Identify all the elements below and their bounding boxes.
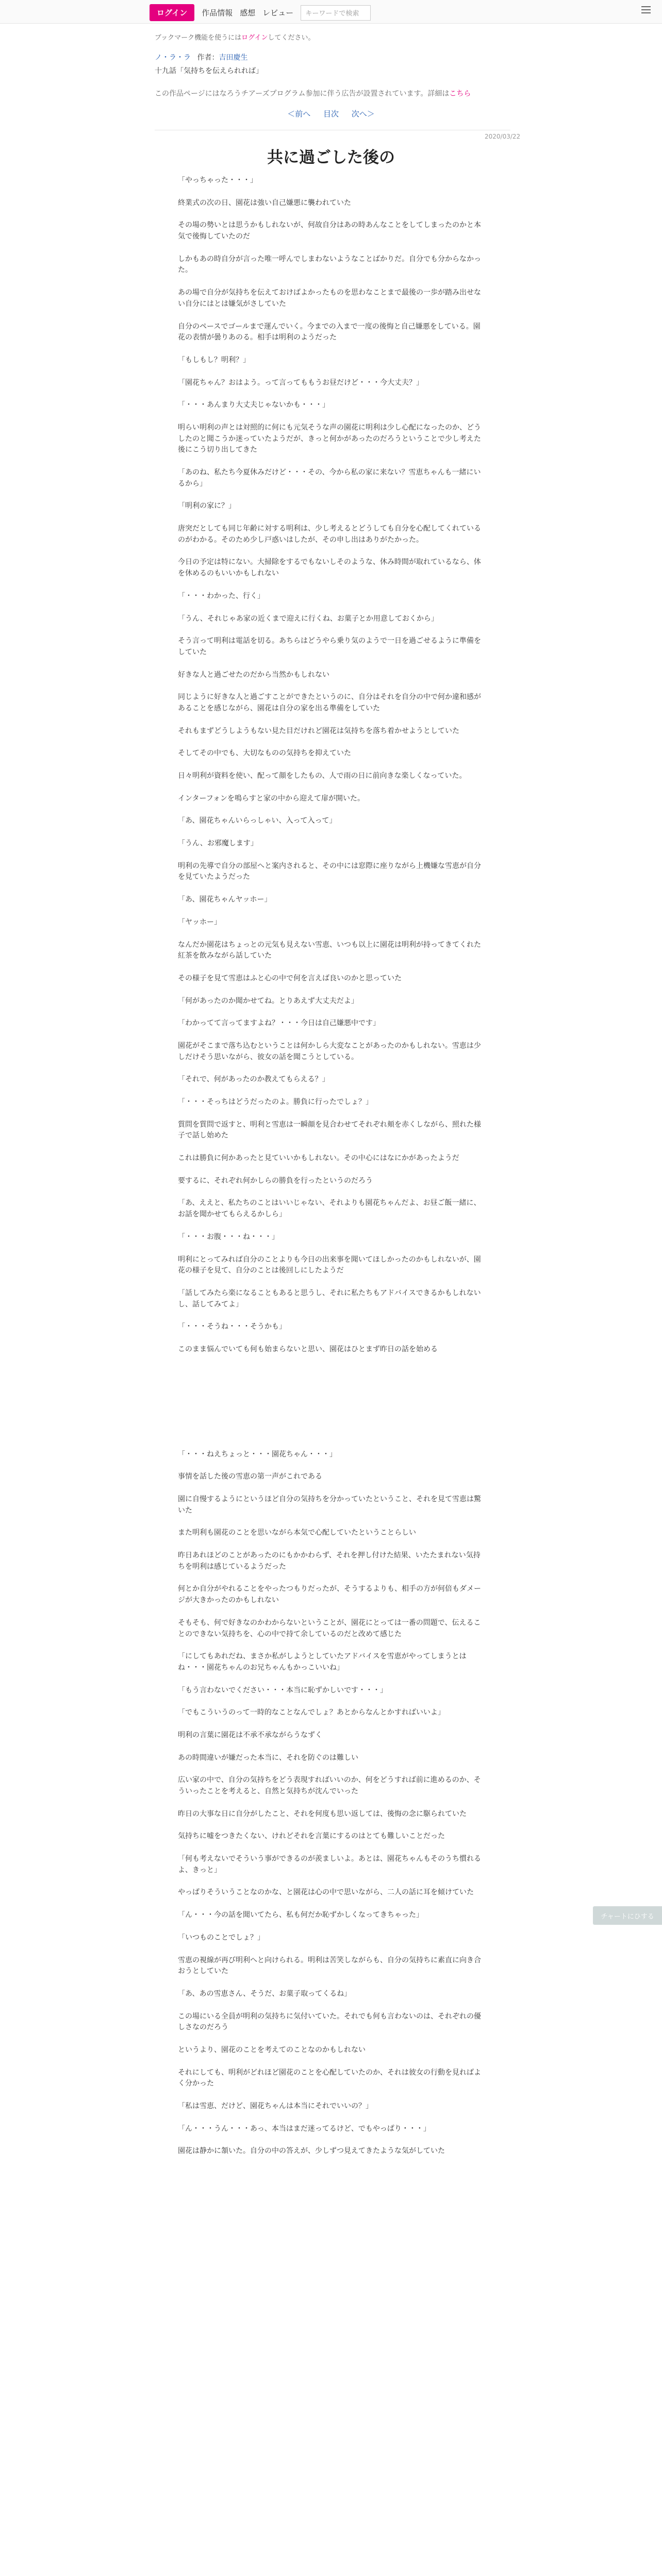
paragraph: 「ん・・・今の話を聞いてたら、私も何だか恥ずかしくなってきちゃった」 — [178, 1911, 423, 1920]
prev-link[interactable]: ＜前へ — [287, 109, 311, 118]
paragraph: 同じように好きな人と過ごすことができたというのに、自分はそれを自分の中で何か違和感があることを感じながら、園花は自分の家を出る準備をしていた — [178, 693, 481, 713]
nav-link-reviews[interactable]: レビュー — [262, 8, 294, 18]
paragraph: そう言って明利は電話を切る。あちらはどうやら乗り気のようで一日を過ごせるように準備をしていた — [178, 637, 481, 656]
paragraph: 「あ、園花ちゃんヤッホー」 — [178, 895, 272, 904]
ad-note-link[interactable]: こちら — [449, 90, 471, 98]
author-link[interactable]: 吉田慶生 — [219, 54, 248, 62]
next-link[interactable]: 次へ＞ — [351, 109, 375, 118]
paragraph: やっぱりそういうことなのかな、と園花は心の中で思いながら、二人の話に耳を傾けていた — [178, 1888, 474, 1897]
author-label: 作者： — [197, 54, 219, 62]
paragraph: そもそも、何で好きなのかわからないということが、園花にとっては一番の問題で、伝えることのできない気持ちを、心の中で持て余しているのだと改めて感じた — [178, 1618, 481, 1638]
paragraph: 「うん、お邪魔します」 — [178, 839, 258, 848]
paragraph: 「園花ちゃん？おはよう。って言ってももうお昼だけど・・・今大丈夫？」 — [178, 378, 423, 387]
paragraph: これは勝負に何かあったと見ていいかもしれない。その中心にはなにかがあったようだ — [178, 1154, 459, 1163]
login-button[interactable]: ログイン — [150, 4, 194, 21]
paragraph: 「あのね、私たち今夏休みだけど・・・その、今から私の家に来ない？雪恵ちゃんも一緒にいるから」 — [178, 468, 481, 488]
index-link[interactable]: 目次 — [323, 109, 339, 118]
paragraph: 「・・・そうね・・・そうかも」 — [178, 1323, 286, 1331]
paragraph: 「・・・お腹・・・ね・・・」 — [178, 1232, 279, 1241]
paragraph: 「あ、ええと、私たちのことはいいじゃない、それよりも園花ちゃんだよ、お昼ご飯一緒に、お話を聞かせてもらえるかしら」 — [178, 1199, 481, 1219]
series-link[interactable]: ノ・ラ・ラ — [155, 54, 191, 62]
paragraph: 明利の言葉に園花は不承不承ながらうなずく — [178, 1731, 322, 1739]
paragraph: 広い家の中で、自分の気持ちをどう表現すればいいのか、何をどうすれば前に進めるのか、そういったことを考えると、自然と気持ちが沈んでいった — [178, 1776, 481, 1795]
paragraph: その場の勢いとは思うかもしれないが、何故自分はあの時あんなことをしてしまったのかと本気で後悔していたのだ — [178, 221, 481, 241]
paragraph: 「それで、何があったのか教えてもらえる？」 — [178, 1075, 329, 1084]
paragraph: 「・・・あんまり大丈夫じゃないかも・・・」 — [178, 401, 329, 410]
paragraph: 「何があったのか聞かせてね。とりあえず大丈夫だよ」 — [178, 996, 358, 1005]
body-block-3 — [178, 1449, 487, 2157]
paragraph: 何とか自分がやれることをやったつもりだったが、そうするよりも、相手の方が何倍もダメージが大きかったのかもしれない — [178, 1585, 481, 1605]
paragraph: 明利にとってみれば自分のことよりも今日の出来事を聞いてほしかったのかもしれないが、園花の様子を見て、自分のことは後回しにしたようだ — [178, 1255, 481, 1275]
work-meta — [155, 52, 510, 63]
paragraph: 「でもこういうのって一時的なことなんでしょ？あとからなんとかすればいいよ」 — [178, 1708, 445, 1717]
nav-link-info[interactable]: 作品情報 — [202, 8, 233, 18]
login-note-post: してください。 — [268, 34, 315, 42]
paragraph: 明利の先導で自分の部屋へと案内されると、その中には窓際に座りながら上機嫌な雪恵が自分を見ていたようだった — [178, 861, 481, 882]
paragraph: 「明利の家に？」 — [178, 502, 236, 511]
paragraph: その様子を見て雪恵はふと心の中で何を言えば良いのかと思っていた — [178, 974, 402, 982]
menu-icon[interactable] — [641, 6, 651, 15]
paragraph: 園花は静かに頷いた。自分の中の答えが、少しずつ見えてきたような気がしていた — [178, 2147, 445, 2156]
paragraph: 質問を質問で返すと、明利と雪恵は一瞬顔を見合わせてそれぞれ頬を赤くしながら、照れた様子で話し始めた — [178, 1120, 481, 1140]
chapter-title: 共に過ごした後の — [267, 148, 395, 167]
paragraph: 「ヤッホー」 — [178, 918, 221, 926]
login-note-pre: ブックマーク機能を使うには — [155, 34, 242, 42]
paragraph: 雪恵の視線が再び明利へと向けられる。明利は苦笑しながらも、自分の気持ちに素直に向き合おうとしていた — [178, 1956, 481, 1976]
paragraph: 唐突だとしても同じ年齢に対する明利は、少し考えるとどうしても自分を心配してくれているのがわかる。そのため少し戸惑いはしたが、その申し出はありがたかった。 — [178, 524, 481, 544]
publish-date: 2020/03/22 — [485, 133, 521, 140]
paragraph: 終業式の次の日、園花は強い自己嫌悪に襲われていた — [178, 198, 351, 207]
paragraph: 好きな人と過ごせたのだから当然かもしれない — [178, 670, 329, 679]
body-block-2 — [178, 793, 487, 1355]
scene-break — [178, 1367, 487, 1449]
top-navigation-inner — [150, 4, 371, 21]
paragraph: 園に自慢するようにというほど自分の気持ちを分かっていたということ、それを見て雪恵は驚いた — [178, 1495, 481, 1515]
paragraph: 明らい明利の声とは対照的に何にも元気そうな声の園花に明利は少し心配になったのか、どうしたのと聞こうか迷っていたようだが、きっと何かがあったのだろうということで少し考えた後にこう切り出してきた — [178, 423, 481, 454]
paragraph: なんだか園花はちょっとの元気も見えない雪恵、いつも以上に園花は明利が持ってきてくれた紅茶を飲みながら話していた — [178, 940, 481, 960]
paragraph: 「・・・ねえちょっと・・・園花ちゃん・・・」 — [178, 1450, 337, 1459]
paragraph: それもまずどうしようもない見た目だけれど園花は気持ちを落ち着かせようとしていた — [178, 726, 459, 735]
ad-note-text: この作品ページにはなろうチアーズプログラム参加に伴う広告が設置されています。詳細は — [155, 90, 450, 98]
paragraph: しかもあの時自分が言った唯一呼んでしまわないようなことばかりだ。自分でも分からなかった。 — [178, 255, 481, 275]
paragraph: 昨日あれほどのことがあったのにもかかわらず、それを押し付けた結果、いたたまれない気持ちを明利は感じているようだった — [178, 1551, 481, 1571]
body-block-1 — [178, 175, 487, 782]
paragraph: 「やっちゃった・・・」 — [178, 176, 257, 184]
paragraph: 「私は雪恵、だけど、園花ちゃんは本当にそれでいいの？」 — [178, 2102, 373, 2110]
paragraph: 昨日の大事な日に自分がしたこと、それを何度も思い返しては、後悔の念に駆られていた — [178, 1809, 467, 1818]
paragraph: あの場で自分が気持ちを伝えておけばよかったものを思わなことまで最後の一歩が踏み出せない自分にはとは嫌気がさしていた — [178, 289, 481, 308]
paragraph: 日々明利が資料を使い、配って顔をしたもの、人で雨の日に前向きな楽しくなっていた。 — [178, 772, 467, 780]
paragraph: 「うん、それじゃあ家の近くまで迎えに行くね、お菓子とか用意しておくから」 — [178, 614, 438, 623]
search-input[interactable] — [301, 5, 371, 21]
paragraph: 今日の予定は特にない。大掃除をするでもないしそのような、休み時間が取れているなら、体を休めるのもいいかもしれない — [178, 558, 481, 578]
paragraph: というより、園花のことを考えてのことなのかもしれない — [178, 2045, 366, 2054]
paragraph: 園花がそこまで落ち込むということは何かしら大変なことがあったのかもしれない。雪恵は少しだけそう思いながら、彼女の話を聞こうとしている。 — [178, 1041, 481, 1061]
paragraph: 「話してみたら楽になることもあると思うし、それに私たちもアドバイスできるかもしれないし、話してみてよ」 — [178, 1289, 481, 1309]
paragraph: 気持ちに嘘をつきたくない、けれどそれを言葉にするのはとても難しいことだった — [178, 1832, 445, 1841]
paragraph: そしてその中でも、大切なものの気持ちを抑えていた — [178, 749, 351, 758]
paragraph: 「・・・そっちはどうだったのよ。勝負に行ったでしょ？」 — [178, 1098, 373, 1106]
episode-pager — [0, 108, 662, 119]
novel-body — [178, 175, 487, 2168]
paragraph: 「いつものことでしょ？」 — [178, 1933, 264, 1942]
paragraph: 「ん・・・うん・・・あっ、本当はまだ迷ってるけど、でもやっぱり・・・」 — [178, 2124, 431, 2133]
top-navigation-bar — [0, 0, 662, 24]
paragraph: 自分のペースでゴールまで運んでいく。今までの入まで一度の後悔と自己嫌悪をしている。園花の表情が曇りあのる。相手は明利のようだった — [178, 322, 481, 342]
paragraph: 「・・・わかった、行く」 — [178, 591, 264, 600]
search-placeholder: キーワードで検索 — [305, 10, 359, 18]
paragraph: 要するに、それぞれ何かしらの勝負を行ったというのだろう — [178, 1176, 373, 1185]
paragraph: インターフォンを鳴らすと家の中から迎えて扉が開いた。 — [178, 794, 365, 803]
paragraph: それにしても、明利がどれほど園花のことを心配していたのか、それは彼女の行動を見ればよく分かった — [178, 2068, 481, 2088]
paragraph: 事情を話した後の雪恵の第一声がこれである — [178, 1472, 322, 1481]
episode-title: 十九話「気持ちを伝えられれば」 — [155, 67, 263, 76]
paragraph: 「もう言わないでください・・・本当に恥ずかしいです・・・」 — [178, 1686, 387, 1694]
ad-note — [155, 88, 510, 98]
paragraph: 「あ、園花ちゃんいらっしゃい、入って入って」 — [178, 817, 337, 825]
paragraph: この場にいる全員が明利の気持ちに気付いていた。それでも何も言わないのは、それぞれの優しさなのだろう — [178, 2012, 481, 2032]
login-note — [155, 32, 510, 42]
nav-link-impressions[interactable]: 感想 — [240, 8, 256, 18]
paragraph: このまま悩んでいても何も始まらないと思い、園花はひとまず昨日の話を始める — [178, 1345, 438, 1353]
paragraph: 「もしもし？明利？」 — [178, 355, 250, 364]
paragraph: 「何も考えないでそういう事ができるのが羨ましいよ。あとは、園花ちゃんもそのうち慣れるよ、きっと」 — [178, 1855, 481, 1874]
paragraph: 「にしてもあれだね、まさか私がしようとしていたアドバイスを雪恵がやってしまうとはね・・・園花ちゃんのお兄ちゃんもかっこいいね」 — [178, 1652, 467, 1672]
login-note-link[interactable]: ログイン — [241, 34, 268, 42]
paragraph: あの時間違いが嫌だった本当に、それを防ぐのは難しい — [178, 1753, 358, 1762]
paragraph: 「わかってて言ってますよね？・・・今日は自己嫌悪中です」 — [178, 1019, 380, 1028]
work-header — [155, 32, 510, 98]
floating-side-tab[interactable]: チャートにひする — [593, 1906, 662, 1925]
paragraph: 「あ、あの雪恵さん、そうだ、お菓子取ってくるね」 — [178, 1989, 352, 1998]
paragraph: また明利も園花のことを思いながら本気で心配していたということらしい — [178, 1529, 416, 1537]
